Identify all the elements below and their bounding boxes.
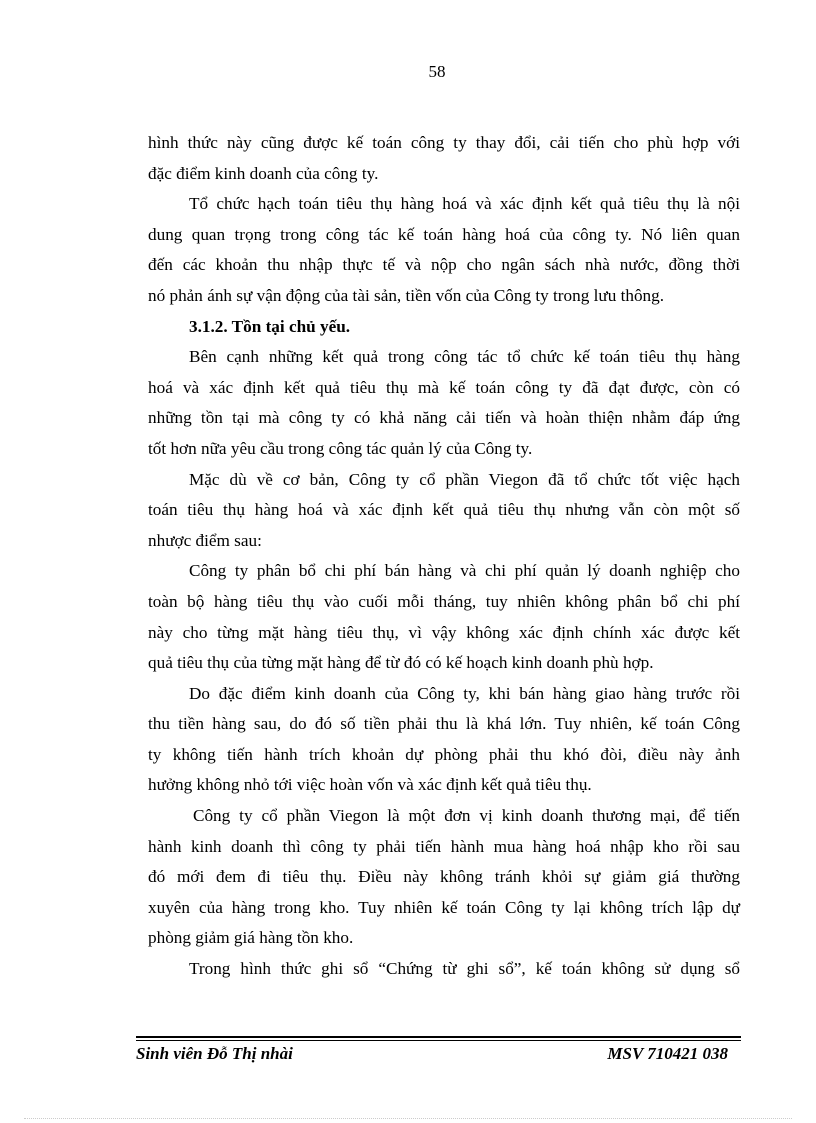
paragraph-line: những tồn tại mà công ty có khả năng cải tiến và hoàn thiện nhằm đáp ứng — [148, 408, 740, 428]
paragraph-line: nhược điểm sau: — [148, 530, 262, 550]
paragraph-line: đến các khoản thu nhập thực tế và nộp cho ngân sách nhà nước, đồng thời — [148, 255, 740, 275]
paragraph-line: hành kinh doanh thì công ty phải tiến hành mua hàng hoá nhập kho rồi sau — [148, 836, 740, 856]
footer-divider — [136, 1036, 741, 1038]
paragraph-line: đặc điểm kinh doanh của công ty. — [148, 163, 379, 183]
paragraph-line: hưởng không nhỏ tới việc hoàn vốn và xác định kết quả tiêu thụ. — [148, 775, 592, 795]
paragraph-line: quả tiêu thụ của từng mặt hàng để từ đó có kế hoạch kinh doanh phù hợp. — [148, 653, 654, 673]
paragraph-line: này cho từng mặt hàng tiêu thụ, vì vậy không xác định chính xác được kết — [148, 622, 740, 642]
page-edge-divider — [24, 1118, 792, 1119]
paragraph-line: toàn bộ hàng tiêu thụ vào cuối mỗi tháng, tuy nhiên không phân bổ chi phí — [148, 591, 740, 611]
paragraph-line: Tổ chức hạch toán tiêu thụ hàng hoá và xác định kết quả tiêu thụ là nội — [189, 194, 740, 214]
paragraph-line: phòng giảm giá hàng tồn kho. — [148, 928, 354, 948]
paragraph-line: tốt hơn nữa yêu cầu trong công tác quản lý của Công ty. — [148, 438, 533, 458]
paragraph-line: hình thức này cũng được kế toán công ty thay đổi, cải tiến cho phù hợp với — [148, 133, 740, 152]
paragraph-line: nó phản ánh sự vận động của tài sản, tiền vốn của Công ty trong lưu thông. — [148, 285, 665, 305]
paragraph-line: xuyên của hàng trong kho. Tuy nhiên kế toán Công ty lại không trích lập dự — [148, 897, 740, 917]
footer-divider — [136, 1040, 741, 1041]
paragraph-line: dung quan trọng trong công tác kế toán hàng hoá của công ty. Nó liên quan — [148, 224, 740, 244]
student-name: Sinh viên Đỗ Thị nhài — [136, 1044, 293, 1063]
page-number: 58 — [428, 62, 446, 81]
paragraph-line: Công ty phân bổ chi phí bán hàng và chi phí quản lý doanh nghiệp cho — [189, 561, 740, 581]
paragraph-line: Công ty cổ phần Viegon là một đơn vị kinh doanh thương mại, để tiến — [193, 806, 740, 826]
paragraph-line: ty không tiến hành trích khoản dự phòng phải thu khó đòi, điều này ảnh — [148, 744, 740, 764]
paragraph-line: Mặc dù về cơ bản, Công ty cổ phần Viegon đã tổ chức tốt việc hạch — [189, 469, 740, 489]
paragraph-line: toán tiêu thụ hàng hoá và xác định kết quả tiêu thụ nhưng vẫn còn một số — [148, 500, 740, 520]
paragraph-line: Trong hình thức ghi sổ “Chứng từ ghi sổ”, kế toán không sử dụng sổ — [189, 959, 740, 979]
document-body — [148, 128, 740, 985]
student-id: MSV 710421 038 — [607, 1044, 728, 1063]
paragraph-line: hoá và xác định kết quả tiêu thụ mà kế toán công ty đã đạt được, còn có — [148, 377, 740, 397]
section-heading: 3.1.2. Tồn tại chủ yếu. — [189, 316, 351, 336]
paragraph-line: Bên cạnh những kết quả trong công tác tổ chức kế toán tiêu thụ hàng — [189, 347, 740, 367]
paragraph-line: Do đặc điểm kinh doanh của Công ty, khi bán hàng giao hàng trước rồi — [189, 683, 740, 703]
paragraph-line: thu tiền hàng sau, do đó số tiền phải thu là khá lớn. Tuy nhiên, kế toán Công — [148, 714, 740, 734]
paragraph-line: đó mới đem đi tiêu thụ. Điều này không tránh khỏi sự giảm giá thường — [148, 867, 740, 887]
